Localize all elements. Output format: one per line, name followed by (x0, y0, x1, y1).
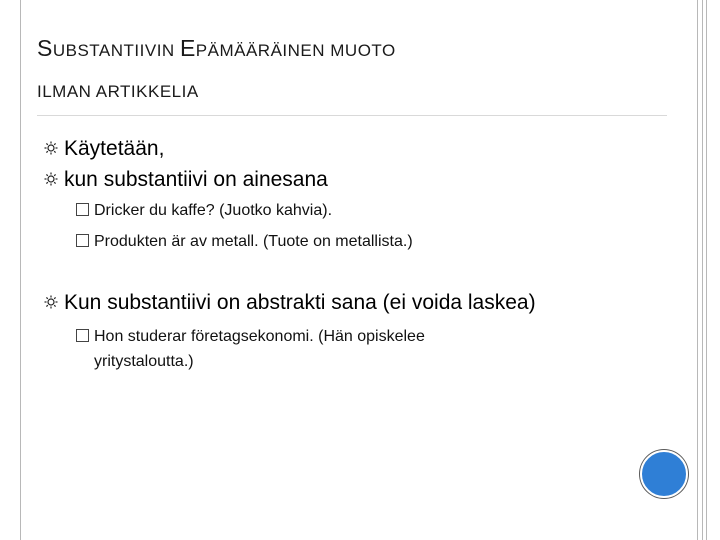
slide-right-border-line (702, 0, 703, 540)
sun-bullet-icon (44, 141, 58, 155)
sub-bullet-item (76, 327, 425, 347)
bullet-text: Käytetään, (64, 137, 165, 160)
sub-bullet-text: Hon studerar företagsekonomi. (Hän opiskelee (94, 328, 425, 345)
bullet-text: kun substantiivi on ainesana (64, 168, 328, 191)
checkbox-bullet-icon (76, 329, 89, 342)
checkbox-bullet-icon (76, 203, 89, 216)
slide-left-border (20, 0, 21, 540)
sub-bullet-continuation: yritystaloutta.) (94, 353, 194, 370)
checkbox-bullet-icon (76, 234, 89, 247)
sun-bullet-icon (44, 295, 58, 309)
bullet-text: Kun substantiivi on abstrakti sana (ei voida laskea) (64, 291, 536, 314)
slide-right-border-line (706, 0, 707, 540)
sub-bullet-text: Dricker du kaffe? (Juotko kahvia). (94, 202, 333, 219)
sub-bullet-item (76, 232, 413, 252)
sub-bullet-text: Produkten är av metall. (Tuote on metallista.) (94, 233, 413, 250)
slide-title: SUBSTANTIIVIN EPÄMÄÄRÄINEN MUOTO (37, 35, 396, 61)
slide-subtitle: ILMAN ARTIKKELIA (37, 82, 199, 101)
decorative-circle (640, 450, 688, 498)
sub-bullet-item (76, 201, 332, 221)
sun-bullet-icon (44, 172, 58, 186)
title-divider (37, 115, 667, 116)
slide-right-border-line (697, 0, 698, 540)
